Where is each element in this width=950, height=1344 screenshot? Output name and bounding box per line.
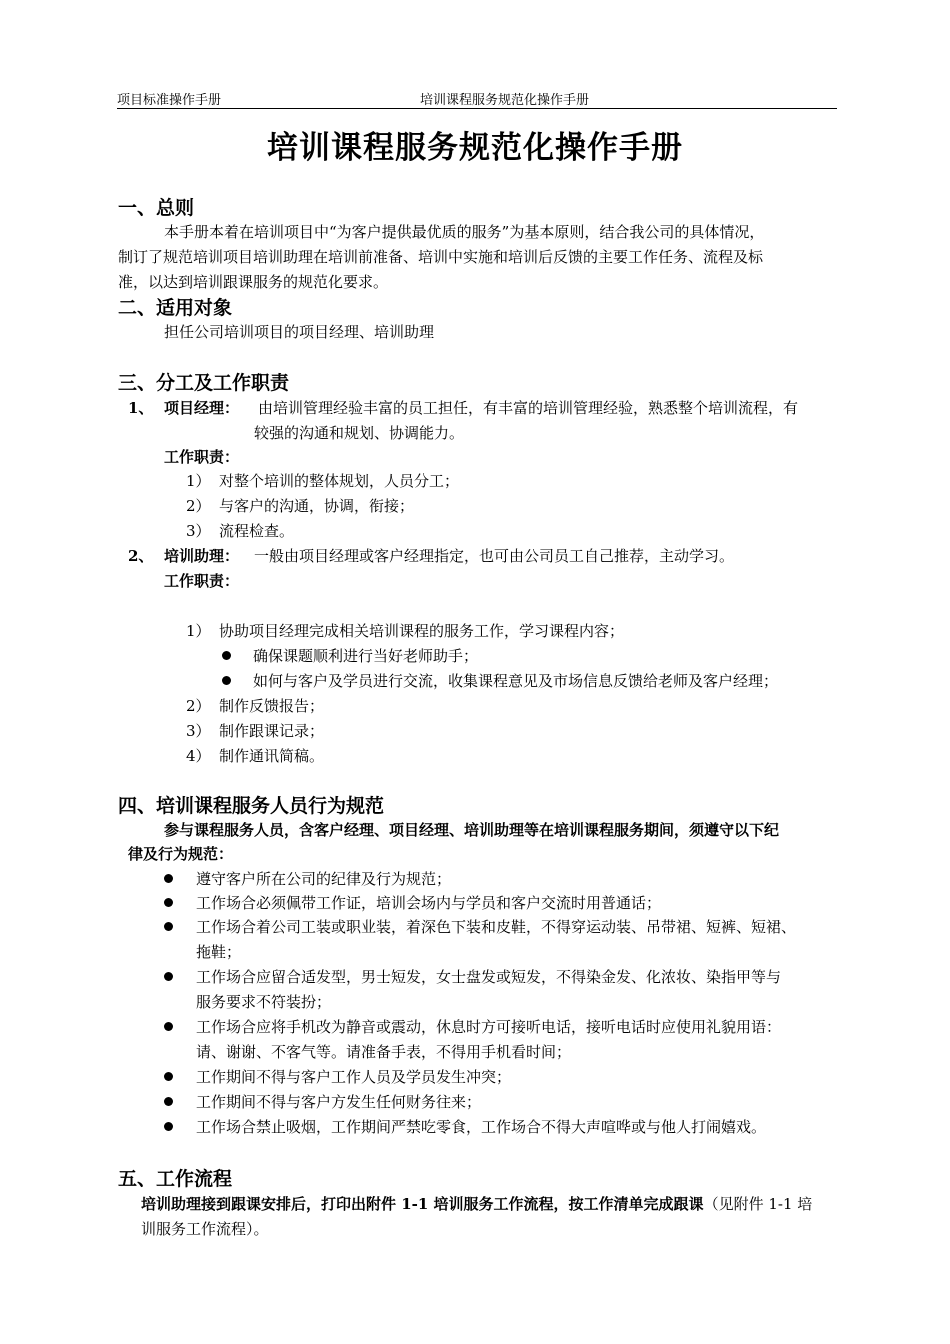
workflow-reference: （见附件 1-1 培 xyxy=(703,1195,813,1213)
rule-item: 工作期间不得与客户方发生任何财务往来； xyxy=(196,1093,482,1111)
role-description: 由培训管理经验丰富的员工担任，有丰富的培训管理经验，熟悉整个培训流程，有 xyxy=(258,399,799,417)
conduct-intro: 参与课程服务人员，含客户经理、项目经理、培训助理等在培训课程服务期间，须遵守以下纪 xyxy=(164,821,780,839)
list-item: 与客户的沟通，协调，衔接； xyxy=(219,497,415,515)
rule-item: 工作期间不得与客户工作人员及学员发生冲突； xyxy=(196,1068,512,1086)
sub-list-item: 确保课题顺利进行当好老师助手； xyxy=(253,647,479,665)
rule-item: 遵守客户所在公司的纪律及行为规范； xyxy=(196,870,452,888)
bullet-icon xyxy=(164,898,173,907)
rule-item-continuation: 服务要求不符装扮； xyxy=(196,993,332,1011)
section-heading-general: 一、总则 xyxy=(118,197,195,219)
list-number: 4） xyxy=(186,747,211,765)
role-description: 一般由项目经理或客户经理指定，也可由公司员工自己推荐，主动学习。 xyxy=(254,547,735,565)
list-number: 2） xyxy=(186,697,211,715)
rule-item-continuation: 拖鞋； xyxy=(196,943,242,961)
bullet-icon xyxy=(222,676,231,685)
bullet-icon xyxy=(222,651,231,660)
list-item: 制作反馈报告； xyxy=(219,697,325,715)
duty-label: 工作职责： xyxy=(164,572,240,590)
bullet-icon xyxy=(164,1122,173,1131)
paragraph-line: 准，以达到培训跟课服务的规范化要求。 xyxy=(118,273,389,291)
list-item: 对整个培训的整体规划，人员分工； xyxy=(219,472,460,490)
list-number: 1） xyxy=(186,472,211,490)
bullet-icon xyxy=(164,874,173,883)
paragraph-line: 本手册本着在培训项目中“为客户提供最优质的服务”为基本原则，结合我公司的具体情况， xyxy=(164,223,765,241)
section-heading-duties: 三、分工及工作职责 xyxy=(118,372,290,394)
bullet-icon xyxy=(164,922,173,931)
role-description: 较强的沟通和规划、协调能力。 xyxy=(254,424,465,442)
rule-item: 工作场合应将手机改为静音或震动，休息时方可接听电话，接听电话时应使用礼貌用语： xyxy=(196,1018,782,1036)
bullet-icon xyxy=(164,972,173,981)
bullet-icon xyxy=(164,1072,173,1081)
role-label-training-assistant: 培训助理： xyxy=(164,547,240,565)
rule-item: 工作场合必须佩带工作证，培训会场内与学员和客户交流时用普通话； xyxy=(196,894,662,912)
list-number: 1） xyxy=(186,622,211,640)
paragraph-line: 担任公司培训项目的项目经理、培训助理 xyxy=(164,323,435,341)
rule-item-continuation: 请、谢谢、不客气等。请准备手表，不得用手机看时间； xyxy=(196,1043,572,1061)
bullet-icon xyxy=(164,1022,173,1031)
document-title: 培训课程服务规范化操作手册 xyxy=(267,130,683,166)
running-header-center: 培训课程服务规范化操作手册 xyxy=(420,93,590,108)
workflow-bold-text: 培训助理接到跟课安排后，打印出附件 1-1 培训服务工作流程，按工作清单完成跟课 xyxy=(141,1195,704,1213)
rule-item: 工作场合着公司工装或职业装，着深色下装和皮鞋，不得穿运动装、吊带裙、短裤、短裙、 xyxy=(196,918,797,936)
list-item: 制作通讯简稿。 xyxy=(219,747,325,765)
bullet-icon xyxy=(164,1097,173,1106)
workflow-paragraph xyxy=(141,1193,812,1214)
role-label-project-manager: 项目经理： xyxy=(164,399,240,417)
list-item: 流程检查。 xyxy=(219,522,295,540)
workflow-paragraph-line: 训服务工作流程）。 xyxy=(141,1220,269,1238)
conduct-intro: 律及行为规范： xyxy=(128,845,234,863)
role-number: 2、 xyxy=(128,547,154,565)
section-heading-workflow: 五、工作流程 xyxy=(118,1168,233,1190)
rule-item: 工作场合应留合适发型，男士短发，女士盘发或短发，不得染金发、化浓妆、染指甲等与 xyxy=(196,968,782,986)
list-number: 3） xyxy=(186,722,211,740)
duty-label: 工作职责： xyxy=(164,448,240,466)
list-item: 协助项目经理完成相关培训课程的服务工作，学习课程内容； xyxy=(219,622,625,640)
list-number: 3） xyxy=(186,522,211,540)
list-number: 2） xyxy=(186,497,211,515)
paragraph-line: 制订了规范培训项目培训助理在培训前准备、培训中实施和培训后反馈的主要工作任务、流程及标 xyxy=(118,248,764,266)
sub-list-item: 如何与客户及学员进行交流，收集课程意见及市场信息反馈给老师及客户经理； xyxy=(253,672,779,690)
running-header-left: 项目标准操作手册 xyxy=(117,93,222,108)
rule-item: 工作场合禁止吸烟，工作期间严禁吃零食，工作场合不得大声喧哗或与他人打闹嬉戏。 xyxy=(196,1118,767,1136)
list-item: 制作跟课记录； xyxy=(219,722,325,740)
role-number: 1、 xyxy=(128,399,154,417)
header-rule xyxy=(117,108,837,109)
section-heading-scope: 二、适用对象 xyxy=(118,297,233,319)
section-heading-conduct: 四、培训课程服务人员行为规范 xyxy=(118,795,385,817)
